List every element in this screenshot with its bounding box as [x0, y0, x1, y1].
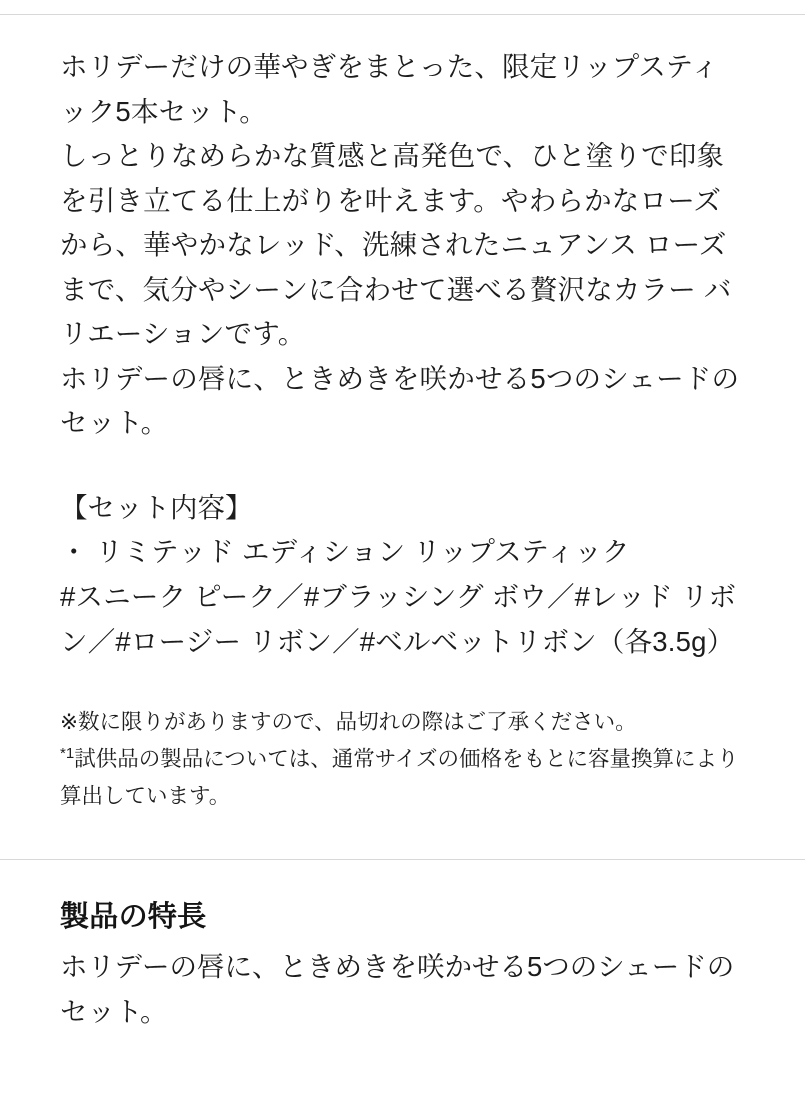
stock-note: ※数に限りがありますので、品切れの際はご了承ください。 [60, 710, 637, 735]
description-paragraph-2: しっとりなめらかな質感と高発色で、ひと塗りで印象を引き立てる仕上がりを叶えます。やわらかなローズから、華やかなレッド、洗練されたニュアンス ローズまで、気分やシーンに合わせて選べる贅沢なカラー バリエーションです。 [60, 140, 732, 350]
product-description-page [0, 14, 805, 1094]
spacer-after-description [0, 446, 805, 486]
sample-note-marker: *1 [60, 744, 75, 762]
features-text: ホリデーの唇に、ときめきを咲かせる5つのシェードのセット。 [60, 951, 735, 1027]
notes-section [0, 704, 805, 815]
description-paragraph-3: ホリデーの唇に、ときめきを咲かせる5つのシェードのセット。 [60, 362, 740, 439]
features-title: 製品の特長 [60, 901, 207, 934]
set-contents-heading: 【セット内容】 [60, 491, 253, 523]
description-section [0, 15, 805, 446]
description-paragraph-1: ホリデーだけの華やぎをまとった、限定リップスティック5本セット。 [60, 51, 719, 127]
sample-note [60, 741, 745, 815]
set-contents-item-2: #スニーク ピーク／#ブラッシング ボウ／#レッド リボン／#ロージー リボン／#ベルベットリボン（各3.5g） [60, 581, 737, 657]
set-contents-section [0, 486, 805, 664]
sample-note-text: 試供品の製品については、通常サイズの価格をもとに容量換算により算出しています。 [60, 747, 739, 809]
set-contents-item-1: ・ リミテッド エディション リップスティック [60, 536, 630, 568]
features-section [0, 860, 805, 1034]
